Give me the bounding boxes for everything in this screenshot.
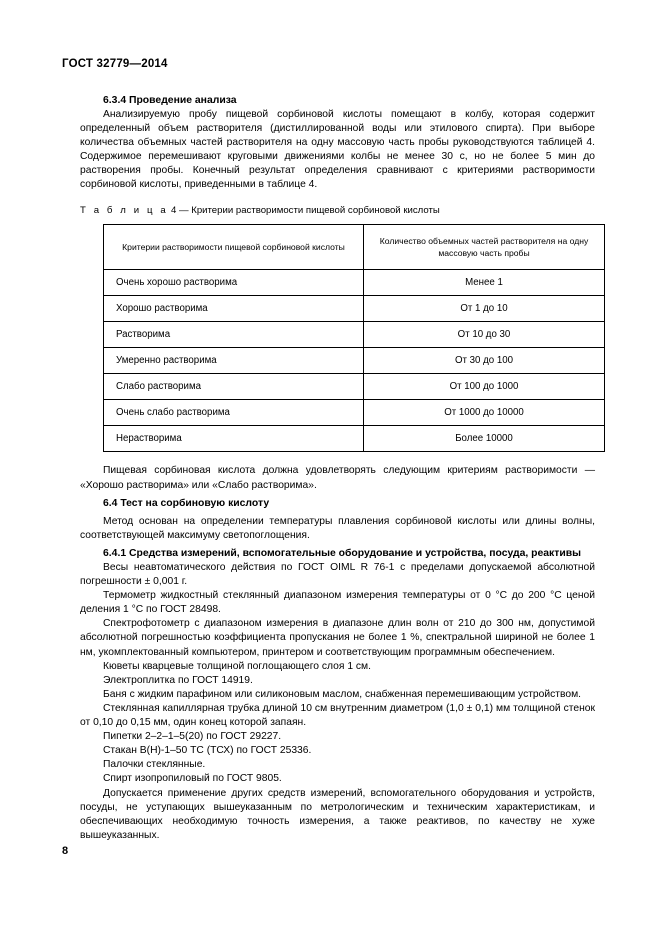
- spacer: [80, 192, 595, 204]
- after-table-paragraph: Пищевая сорбиновая кислота должна удовлетворять следующим критериям растворимости — «Хорошо растворима» или «Слабо растворима».: [80, 465, 595, 491]
- section-6-4-paragraph: Метод основан на определении температуры плавления сорбиновой кислоты или длины волны, соответствующей максимуму светопоглощения.: [80, 515, 595, 541]
- section-heading-6-3-4: 6.3.4 Проведение анализа: [103, 94, 237, 106]
- table-row: [104, 400, 605, 426]
- table-cell-amount: От 100 до 1000: [364, 374, 605, 400]
- equipment-item: Стеклянная капиллярная трубка длиной 10 см внутренним диаметром (1,0 ± 0,1) мм толщиной стенок от 0,10 до 0,15 мм, один конец которой запаян.: [80, 702, 595, 729]
- table-cell-criterion: Слабо растворима: [104, 374, 364, 400]
- equipment-item: Пипетки 2–2–1–5(20) по ГОСТ 29227.: [103, 731, 282, 743]
- table-body: [104, 270, 605, 452]
- equipment-item: Спирт изопропиловый по ГОСТ 9805.: [103, 773, 282, 785]
- table-header-amount: Количество объемных частей растворителя на одну массовую часть пробы: [364, 225, 605, 270]
- table-cell-criterion: Очень хорошо растворима: [104, 270, 364, 296]
- table-caption-text: Критерии растворимости пищевой сорбиновой кислоты: [191, 205, 440, 217]
- table-cell-criterion: Нерастворима: [104, 426, 364, 452]
- table-cell-criterion: Умеренно растворима: [104, 348, 364, 374]
- table-row: [104, 322, 605, 348]
- table-cell-criterion: Растворима: [104, 322, 364, 348]
- equipment-item: Баня с жидким парафином или силиконовым маслом, снабженная перемешивающим устройством.: [103, 688, 582, 700]
- table-cell-criterion: Хорошо растворима: [104, 296, 364, 322]
- page-number: 8: [62, 845, 69, 857]
- page-content: [62, 58, 599, 843]
- table-row: [104, 270, 605, 296]
- section-heading-6-4-1: 6.4.1 Средства измерений, вспомогательные оборудование и устройства, посуда, реактивы: [103, 547, 581, 559]
- table-header-row: [104, 225, 605, 270]
- equipment-item: Кюветы кварцевые толщиной поглощающего слоя 1 см.: [103, 660, 371, 672]
- equipment-item: Термометр жидкостный стеклянный диапазоном измерения температуры от 0 °С до 200 °С ценой деления 1 °С по ГОСТ 28498.: [80, 590, 595, 616]
- equipment-item: Стакан В(Н)-1–50 ТС (ТСХ) по ГОСТ 25336.: [103, 745, 312, 757]
- solubility-criteria-table: [103, 224, 605, 452]
- table-row: [104, 374, 605, 400]
- table-row: [104, 296, 605, 322]
- equipment-item: Палочки стеклянные.: [103, 759, 206, 771]
- equipment-item: Допускается применение других средств измерений, вспомогательного оборудования и устройств, посуды, не уступающих вышеуказанным по метрологическим и техническим характеристикам, и обеспечивающих необходимую точность измерения, а также реактивов, по качеству не хуже вышеуказанных.: [80, 787, 595, 841]
- body-column: [80, 94, 595, 843]
- table-cell-amount: От 30 до 100: [364, 348, 605, 374]
- table-cell-amount: Менее 1: [364, 270, 605, 296]
- equipment-item: Электроплитка по ГОСТ 14919.: [103, 674, 253, 686]
- table-cell-amount: От 10 до 30: [364, 322, 605, 348]
- table-cell-amount: Более 10000: [364, 426, 605, 452]
- table-row: [104, 348, 605, 374]
- section-heading-6-4: 6.4 Тест на сорбиновую кислоту: [103, 497, 270, 509]
- section-6-3-4-paragraph: Анализируемую пробу пищевой сорбиновой кислоты помещают в колбу, которая содержит определенный объем растворителя (дистиллированной воды или этилового спирта). При выборе количества объемных частей растворителя на одну массовую часть пробы руководствуются таблицей 4. Содержимое перемешивают круговыми движениями колбы не менее 30 с, но не более 5 мин до растворения пробы. Конечный результат определения сравнивают с критериями растворимости сорбиновой кислоты, приведенными в таблице 4.: [80, 108, 595, 191]
- table-row: [104, 426, 605, 452]
- table-cell-amount: От 1 до 10: [364, 296, 605, 322]
- table-cell-criterion: Очень слабо растворима: [104, 400, 364, 426]
- standard-header: ГОСТ 32779—2014: [62, 58, 168, 70]
- table-header-criterion: Критерии растворимости пищевой сорбиновой кислоты: [104, 225, 364, 270]
- table-caption: [80, 204, 595, 217]
- table-caption-dash: —: [178, 205, 189, 217]
- equipment-item: Спектрофотометр с диапазоном измерения в диапазоне длин волн от 210 до 300 нм, допустимой абсолютной погрешностью коэффициента пропускания не более 1 %, спектральной шириной не более 1 нм, укомплектованный компьютером, принтером и соответствующим программным обеспечением.: [80, 618, 595, 658]
- table-cell-amount: От 1000 до 10000: [364, 400, 605, 426]
- spacer: [80, 452, 595, 464]
- table-caption-number: 4: [170, 205, 177, 217]
- table-caption-label: Т а б л и ц а: [80, 205, 169, 217]
- equipment-item: Весы неавтоматического действия по ГОСТ OIML R 76-1 с пределами допускаемой абсолютной погрешности ± 0,001 г.: [80, 562, 595, 588]
